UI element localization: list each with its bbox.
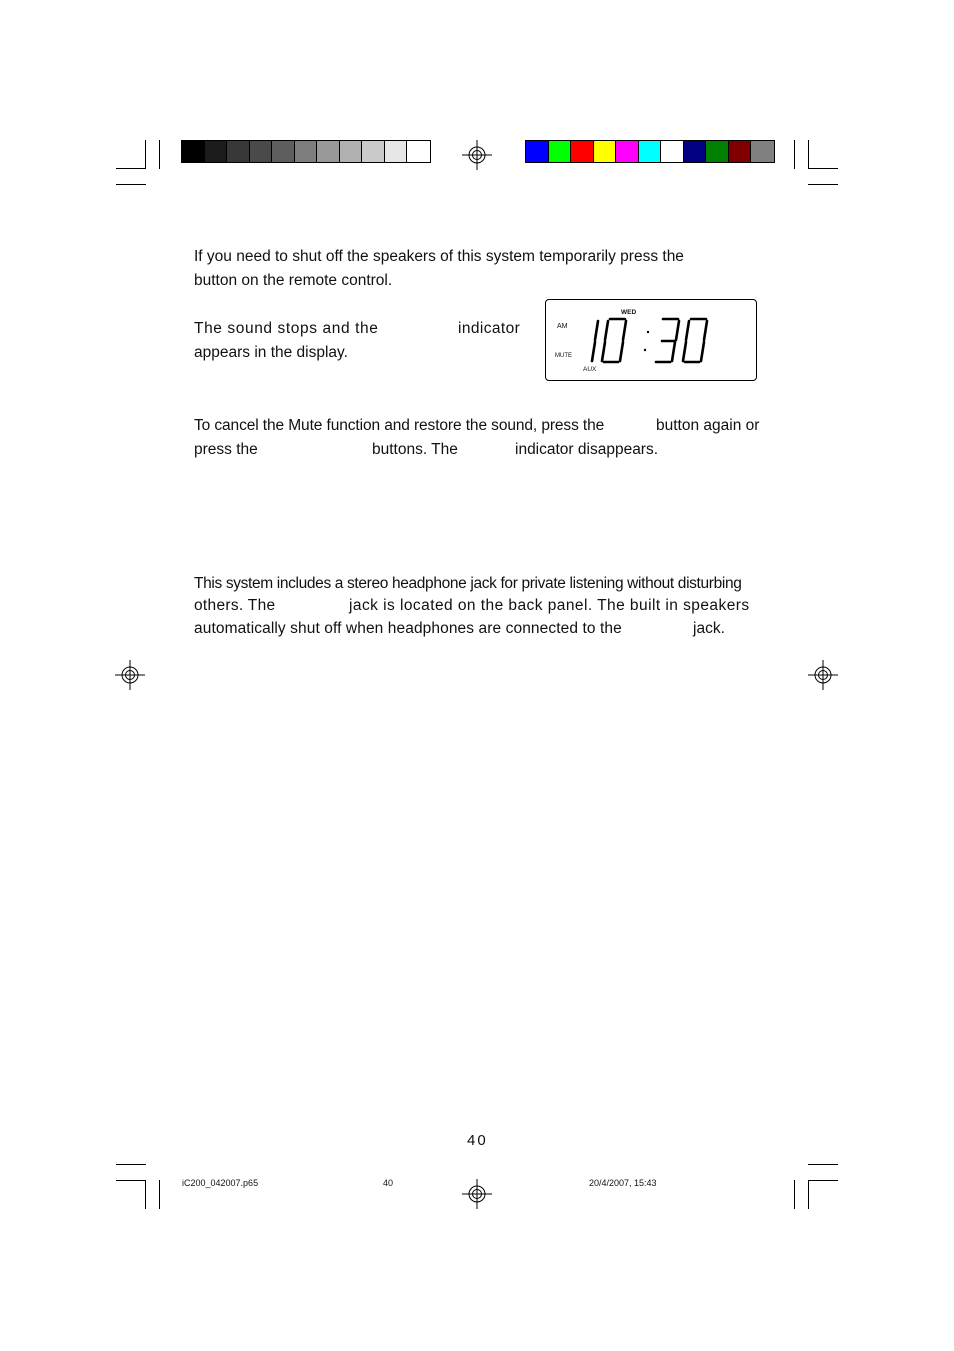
- footer-page: 40: [383, 1178, 394, 1188]
- crop-mark: [808, 184, 838, 185]
- lcd-display: [545, 299, 757, 381]
- color-swatch: [729, 141, 752, 162]
- mute-intro-line2: button on the remote control.: [194, 272, 393, 289]
- display-source: AUX: [583, 366, 597, 373]
- crop-mark: [116, 184, 146, 185]
- headphones-line1: This system includes a stereo headphone jack for private listening without disturbing: [194, 575, 742, 592]
- grayscale-swatch: [407, 141, 430, 162]
- headphones-line2-a: others. The: [194, 597, 276, 614]
- grayscale-swatch: [362, 141, 385, 162]
- crop-mark: [159, 140, 160, 169]
- crop-mark: [116, 1164, 146, 1165]
- grayscale-swatch: [182, 141, 205, 162]
- display-am: AM: [557, 323, 568, 330]
- crop-mark: [116, 168, 146, 169]
- display-time-digits: [588, 316, 723, 366]
- color-swatch: [706, 141, 729, 162]
- crop-mark: [794, 140, 795, 169]
- grayscale-swatch: [317, 141, 340, 162]
- sound-stops-text: The sound stops and the: [194, 320, 379, 337]
- footer-filename: iC200_042007.p65: [182, 1178, 259, 1188]
- color-swatch: [751, 141, 774, 162]
- crop-mark: [159, 1180, 160, 1209]
- grayscale-swatch: [250, 141, 273, 162]
- color-swatch: [639, 141, 662, 162]
- crop-mark: [116, 1180, 146, 1181]
- cancel-line2-a: press the: [194, 441, 258, 458]
- color-swatch: [616, 141, 639, 162]
- color-swatch: [549, 141, 572, 162]
- grayscale-calibration-bar: [181, 140, 431, 163]
- grayscale-swatch: [227, 141, 250, 162]
- registration-mark-icon: [808, 660, 838, 690]
- crop-mark: [794, 1180, 795, 1209]
- crop-mark: [808, 168, 838, 169]
- registration-mark-icon: [462, 1179, 492, 1209]
- color-swatch: [526, 141, 549, 162]
- crop-mark: [808, 140, 809, 169]
- headphones-line3-b: jack.: [693, 620, 725, 637]
- cancel-line1-b: button again or: [656, 417, 760, 434]
- registration-mark-icon: [462, 140, 492, 170]
- grayscale-swatch: [272, 141, 295, 162]
- cancel-line2-c: indicator disappears.: [515, 441, 659, 458]
- crop-mark: [808, 1180, 809, 1209]
- footer-timestamp: 20/4/2007, 15:43: [589, 1178, 657, 1188]
- sound-stops-indicator-text: indicator: [458, 320, 521, 337]
- color-swatch: [661, 141, 684, 162]
- mute-intro-line1: If you need to shut off the speakers of this system temporarily press the: [194, 248, 684, 265]
- grayscale-swatch: [385, 141, 408, 162]
- display-mute: MUTE: [555, 353, 572, 359]
- color-calibration-bar: [525, 140, 775, 163]
- display-day: WED: [621, 309, 637, 316]
- sound-stops-line2: appears in the display.: [194, 344, 348, 361]
- color-swatch: [684, 141, 707, 162]
- registration-mark-icon: [115, 660, 145, 690]
- display-time-value: [546, 300, 547, 301]
- crop-mark: [808, 1164, 838, 1165]
- cancel-line2-b: buttons. The: [372, 441, 458, 458]
- crop-mark: [145, 1180, 146, 1209]
- color-swatch: [571, 141, 594, 162]
- grayscale-swatch: [295, 141, 318, 162]
- grayscale-swatch: [205, 141, 228, 162]
- color-swatch: [594, 141, 617, 162]
- page-number: 40: [467, 1132, 488, 1149]
- cancel-line1-a: To cancel the Mute function and restore the sound, press the: [194, 417, 605, 434]
- crop-mark: [145, 140, 146, 169]
- headphones-line2-b: jack is located on the back panel. The built in speakers: [349, 597, 750, 614]
- headphones-line3-a: automatically shut off when headphones are connected to the: [194, 620, 622, 637]
- grayscale-swatch: [340, 141, 363, 162]
- crop-mark: [808, 1180, 838, 1181]
